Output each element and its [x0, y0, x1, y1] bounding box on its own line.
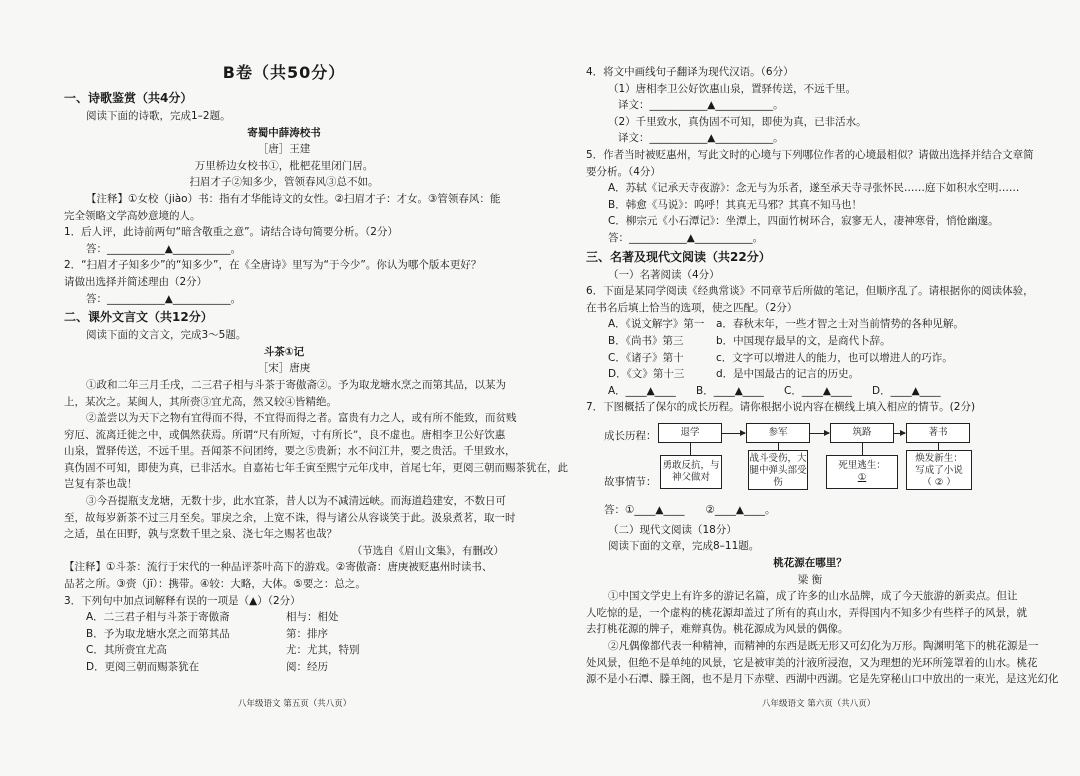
question-4: 4．将文中画线句子翻译为现代汉语。（6分） — [586, 66, 794, 78]
text-line: 处风景，但绝不是单纯的风景，它是被审美的汁液所浸泡，又为理想的光环所笼罩着的山水。桃花 — [586, 656, 1038, 669]
arrow-icon — [894, 433, 905, 434]
answer-line: 译文：___________▲___________。 — [618, 132, 784, 145]
answer-line: 答：___________▲___________。 — [86, 242, 242, 255]
text-line: ①政和二年三月壬戌，二三君子相与斗茶于寄傲斋②。予为取龙塘水烹之而第其品，以某为 — [86, 378, 506, 391]
section-3-sub-1: （一）名著阅读（4分） — [608, 268, 720, 281]
question-2: 2．“扫眉才子知多少”的“知多少”，在《全唐诗》里写为“于今少”。你认为哪个版本更好？ — [64, 259, 482, 272]
section-3-heading: 三、名著及现代文阅读（共22分） — [586, 249, 771, 264]
text-line: 去打桃花源的牌子，难辩真伪。桃花源成为风景的偶像。 — [586, 623, 849, 636]
text-line: ①中国文学史上有许多的游记名篇，成了许多的山水品牌，成了今天旅游的新卖点。但让 — [608, 590, 1018, 603]
growth-flow-chart — [586, 418, 1034, 522]
connector-line — [690, 443, 691, 455]
answer-line: 答：___________▲___________。 — [608, 231, 764, 244]
text-line: ②凡偶像都代表一种精神，而精神的东西是既无形又可幻化为万形。陶渊明笔下的桃花源是一 — [608, 640, 1039, 653]
connector-line — [778, 443, 779, 450]
question-7: 7．下图概括了保尔的成长历程。请你根据小说内容在横线上填入相应的情节。(2分) — [586, 401, 976, 414]
question-2: 请做出选择并简述理由（2分） — [64, 275, 208, 288]
text-source: （节选自《眉山文集》，有删改） — [351, 544, 504, 557]
section-2-heading: 二、课外文言文（共12分） — [64, 310, 213, 325]
q5-option-a: A．苏轼《记承天寺夜游》：念无与为乐者，遂至承天寺寻张怀民……庭下如积水空明…… — [608, 182, 1020, 195]
plot-box: 勇敢反抗，与神父做对 — [660, 455, 722, 489]
option-d: D．更阅三朝而赐茶犹在 阅：经历 — [86, 661, 328, 673]
text-line: 真伪固不可知，即使为真，已非活水。自嘉祐七年壬寅至熙宁元年戊申，首尾七年，更阅三朝而赐茶犹在，此 — [64, 461, 568, 474]
q4-item-2: （2）千里致水，真伪固不可知，即使为真，已非活水。 — [608, 115, 867, 128]
plot-box: 焕发新生： 写成了小说 （ ② ） — [906, 450, 972, 490]
flow-label-stages: 成长历程： — [604, 429, 657, 442]
section-3-sub-2: （二）现代文阅读（18分） — [608, 523, 737, 536]
text-line: 上，某次之。某闽人，其所赍③宜尤高，然又较④皆精绝。 — [64, 395, 337, 408]
connector-line — [938, 443, 939, 450]
text-line: 至，故每岁新茶不过三月至矣。罪戾之余，上宽不诛，得与诸公从容谈笑于此。汲泉煮茗，取一时 — [64, 511, 516, 524]
answer-line: 答：①____▲____ ②____▲____。 — [604, 503, 776, 516]
q6-row: C．《诸子》第十 c．文字可以增进人的能力，也可以增进人的巧诈。 — [608, 351, 953, 364]
question-1: 1．后人评，此诗前两句“暗含敬重之意”。请结合诗句简要分析。（2分） — [64, 226, 398, 239]
stage-box: 著书 — [906, 423, 970, 443]
q4-item-1: （1）唐相李卫公好饮惠山泉，置驿传送，不远千里。 — [608, 82, 857, 95]
q6-row: D．《文》第十三 d．是中国最古的记言的历史。 — [608, 368, 860, 381]
left-page — [64, 58, 568, 676]
stage-box: 参军 — [746, 423, 810, 443]
article-title: 桃花源在哪里？ — [773, 557, 847, 570]
plot-box: 死里逃生： ① — [826, 455, 898, 489]
poem-author: ［唐］王建 — [257, 143, 311, 156]
q6-answers: A．____▲____ B．____▲____ C．____▲____ D．____▲____ — [608, 384, 941, 397]
poem-title: 寄蜀中薛涛校书 — [247, 126, 321, 139]
text-line: 山泉，置驿传送，不远千里。吾闻茶不问团绔，要之⑤贵新；水不问江井，要之贵活。千里致水， — [64, 445, 516, 458]
poem-line: 扫眉才子②知多少，管领春风③总不如。 — [189, 176, 379, 189]
section-1-heading: 一、诗歌鉴赏（共4分） — [64, 91, 193, 105]
question-5: 要分析。（4分） — [586, 165, 661, 178]
text-line: 源不是小石潭、滕王阁，也不是月下赤壁、西湖中西湖。它是先穿秘山口中放出的一束光，是这光幻化 — [586, 673, 1059, 686]
poem-line: 万里桥边女校书①，枇杷花里闭门居。 — [194, 159, 374, 172]
q5-option-b: B．韩愈《马说》：呜呼！其真无马邪？其真不知马也！ — [608, 198, 862, 211]
text-note: 品茗之所。③赍（jī）：携带。④较：大略，大体。⑤要之：总之。 — [64, 578, 366, 591]
question-6: 在书名后填上恰当的选项，使之匹配。（2分） — [586, 301, 798, 314]
q6-row: B．《尚书》第三 b．中国现存最早的文，是商代卜辞。 — [608, 334, 891, 347]
right-page-footer: 八年级语文 第六页（共八页） — [762, 699, 876, 709]
stage-box: 退学 — [658, 423, 722, 443]
classical-text-author: ［宋］唐庚 — [257, 362, 311, 375]
question-5: 5．作者当时被贬惠州，写此文时的心境与下列哪位作者的心境最相似？请做出选择并结合文章简 — [586, 148, 1034, 161]
section-b-title: B卷（共50分） — [222, 63, 346, 82]
option-c: C．其所赍宜尤高 尤：尤其，特别 — [86, 644, 360, 657]
flow-label-plots: 故事情节： — [604, 475, 657, 488]
classical-text-title: 斗茶①记 — [263, 345, 305, 358]
arrow-icon — [810, 433, 829, 434]
question-6: 6．下面是某同学阅读《经典常谈》不同章节后所做的笔记，但顺序乱了。请根据你的阅读体验， — [586, 285, 1034, 298]
text-line: 人吃惊的是，一个虚构的桃花源却盖过了所有的真山水，弄得国内不知多少有些样子的风景，就 — [586, 606, 1027, 619]
text-line: 之适，虽在田野，孰与烹数千里之泉、浇七年之赐茗也哉？ — [64, 528, 337, 541]
question-3: 3．下列句中加点词解释有误的一项是（▲）（2分） — [64, 594, 301, 607]
connector-line — [862, 443, 863, 455]
poem-note: 【注释】①女校（jiào）书：指有才华能诗文的女性。②扫眉才子：才女。③管领春风：能 — [86, 192, 501, 205]
poem-note: 完全领略文学高妙意境的人。 — [64, 209, 201, 222]
text-line: ②盖尝以为天下之物有宜得而不得，不宜得而得之者。富贵有力之人，或有所不能致，而贫贱 — [86, 412, 517, 425]
article-author: 梁 衡 — [797, 573, 823, 586]
text-note: 【注释】①斗茶：流行于宋代的一种品评茶叶高下的游戏。②寄傲斋：唐庚被贬惠州时读书、 — [64, 561, 493, 574]
section-1-intro: 阅读下面的诗歌，完成1–2题。 — [86, 110, 231, 122]
section-2-intro: 阅读下面的文言文，完成3～5题。 — [86, 329, 247, 342]
section-3-intro: 阅读下面的文章，完成8–11题。 — [608, 540, 760, 553]
text-line: 岂复有茶也哉！ — [64, 478, 138, 491]
option-b: B．予为取龙塘水烹之而第其品 第：排序 — [86, 627, 328, 640]
q6-row: A．《说文解字》第一 a．春秋末年，一些才智之士对当前情势的各种见解。 — [608, 318, 964, 331]
text-line: ③今吾提瓶支龙塘，无数十步，此水宜茶，昔人以为不减清远峡。而海道趋建安，不数日可 — [86, 495, 506, 508]
option-a: A．二三君子相与斗茶于寄傲斋 相与：相处 — [86, 611, 339, 624]
left-page-footer: 八年级语文 第五页（共八页） — [238, 699, 352, 709]
right-page — [586, 64, 1059, 688]
stage-box: 筑路 — [830, 423, 894, 443]
plot-box: 战斗受伤，大腿中弹头部受伤 — [748, 450, 808, 490]
q5-option-c: C．柳宗元《小石潭记》：坐潭上，四面竹树环合，寂寥无人，凄神寒骨，悄怆幽邃。 — [608, 215, 999, 228]
answer-line: 译文：___________▲___________。 — [618, 99, 784, 112]
text-line: 穷厄、流离迁徙之中，或偶然获焉。所谓“尺有所短，寸有所长”，良不虚也。唐相李卫公好饮惠 — [64, 428, 506, 441]
answer-line: 答：___________▲___________。 — [86, 292, 242, 305]
arrow-icon — [722, 433, 745, 434]
